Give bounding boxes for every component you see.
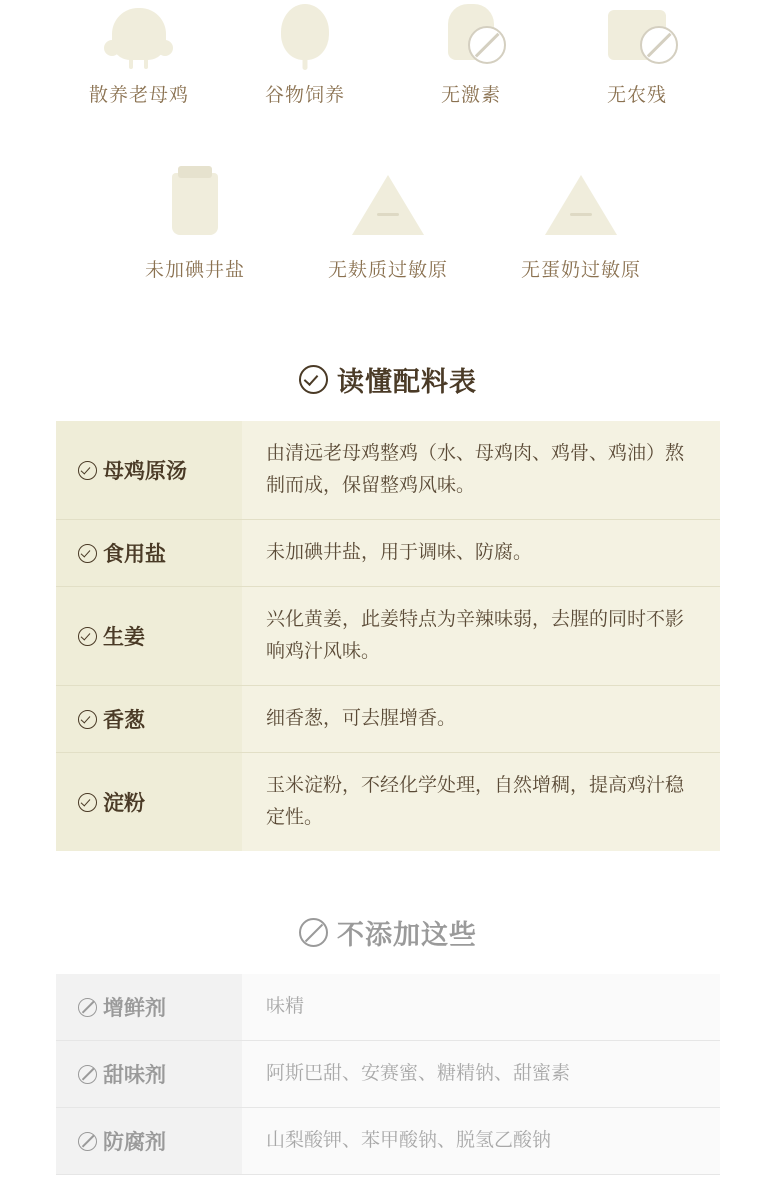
additive-name: 增鲜剂	[103, 997, 166, 1020]
additive-name-cell	[56, 1041, 242, 1108]
ingredient-name-cell	[56, 686, 242, 753]
ingredient-name-cell	[56, 421, 242, 520]
ingredient-name: 食用盐	[103, 543, 166, 566]
badge-gluten-free	[292, 175, 485, 282]
badge-non-iodized-well-salt	[99, 175, 292, 282]
table-row	[56, 1041, 720, 1108]
ban-circle-icon	[78, 1132, 97, 1151]
check-circle-icon	[78, 461, 97, 480]
check-circle-icon	[78, 544, 97, 563]
badge-label: 未加碘井盐	[144, 260, 245, 281]
ban-circle-icon	[299, 918, 328, 947]
no-additives-heading-text: 不添加这些	[337, 920, 477, 950]
badge-label: 谷物饲养	[264, 85, 345, 106]
feature-badges-row-2	[0, 175, 776, 282]
badge-label: 无激素	[440, 85, 501, 106]
ingredients-heading	[0, 360, 776, 399]
badge-no-pesticide-residue	[554, 0, 720, 107]
ingredient-desc: 兴化黄姜，此姜特点为辛辣味弱，去腥的同时不影响鸡汁风味。	[242, 587, 720, 686]
salt-bag-icon	[172, 175, 218, 235]
ingredient-desc: 细香葱，可去腥增香。	[242, 686, 720, 753]
gluten-free-triangle-icon	[352, 175, 424, 235]
additive-desc: 阿斯巴甜、安赛蜜、糖精钠、甜蜜素	[242, 1041, 720, 1108]
table-row	[56, 421, 720, 520]
hen-icon	[112, 0, 166, 60]
ingredients-table	[56, 421, 720, 851]
ingredient-name: 生姜	[103, 626, 145, 649]
ingredients-heading-text: 读懂配料表	[337, 367, 477, 397]
badge-label: 无麸质过敏原	[327, 260, 448, 281]
additive-desc: 山梨酸钾、苯甲酸钠、脱氢乙酸钠	[242, 1108, 720, 1175]
badge-egg-milk-allergen-free	[485, 175, 678, 282]
ingredient-name-cell	[56, 753, 242, 852]
feature-badges-row-1	[0, 0, 776, 107]
ban-overlay-icon	[468, 26, 506, 64]
ban-circle-icon	[78, 998, 97, 1017]
ingredient-name-cell	[56, 587, 242, 686]
ingredient-desc: 玉米淀粉，不经化学处理，自然增稠，提高鸡汁稳定性。	[266, 775, 685, 828]
grain-icon	[281, 0, 329, 60]
pesticide-pack-icon	[608, 0, 666, 60]
table-row	[56, 753, 720, 852]
ingredient-name-cell	[56, 520, 242, 587]
table-row	[56, 974, 720, 1041]
additive-desc: 味精	[242, 974, 720, 1041]
ingredient-desc: 未加碘井盐，用于调味、防腐。	[242, 520, 720, 587]
ingredient-name: 母鸡原汤	[103, 460, 187, 483]
additive-name-cell	[56, 1108, 242, 1175]
ingredient-name: 香葱	[103, 709, 145, 732]
table-row	[56, 520, 720, 587]
badge-no-hormone	[388, 0, 554, 107]
ban-circle-icon	[78, 1065, 97, 1084]
badge-grain-fed	[222, 0, 388, 107]
egg-milk-free-triangle-icon	[545, 175, 617, 235]
hormone-bottle-icon	[448, 0, 494, 60]
badge-free-range-hen	[56, 0, 222, 107]
check-circle-icon	[299, 365, 328, 394]
check-circle-icon	[78, 793, 97, 812]
check-circle-icon	[78, 710, 97, 729]
table-row	[56, 1108, 720, 1175]
ingredient-desc: 由清远老母鸡整鸡（水、母鸡肉、鸡骨、鸡油）熬制而成，保留整鸡风味。	[242, 421, 720, 520]
no-additives-heading	[0, 913, 776, 952]
ban-overlay-icon	[640, 26, 678, 64]
table-row	[56, 587, 720, 686]
table-row	[56, 686, 720, 753]
badge-label: 无蛋奶过敏原	[520, 260, 641, 281]
ingredient-name: 淀粉	[103, 792, 145, 815]
additive-name-cell	[56, 974, 242, 1041]
badge-label: 无农残	[606, 85, 667, 106]
additive-name: 甜味剂	[103, 1064, 166, 1087]
badge-label: 散养老母鸡	[88, 85, 189, 106]
additive-name: 防腐剂	[103, 1131, 166, 1154]
no-additives-table	[56, 974, 720, 1175]
check-circle-icon	[78, 627, 97, 646]
